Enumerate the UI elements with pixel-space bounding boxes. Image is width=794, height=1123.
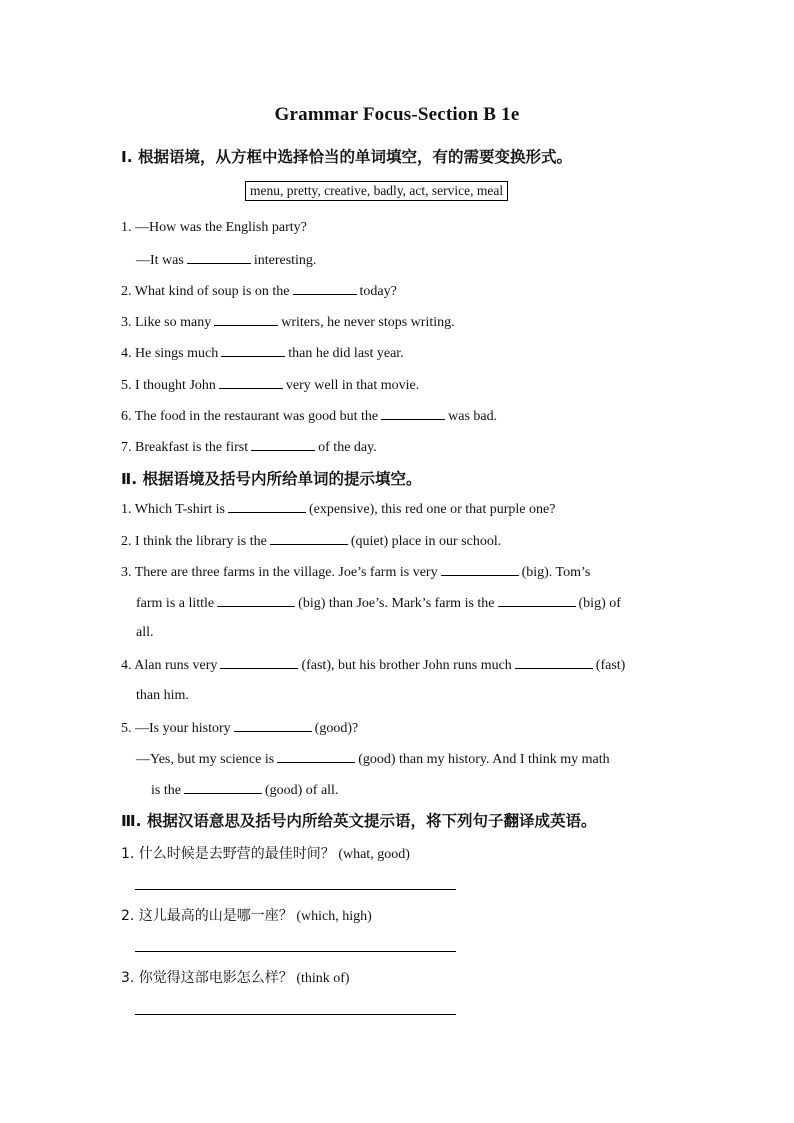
blank[interactable] [441,563,519,576]
blank[interactable] [498,594,576,607]
s2-item-1: 1. Which T-shirt is (expensive), this red one or that purple one? [121,502,556,517]
blank[interactable] [221,344,285,357]
s2-item-3-end: all. [136,625,154,640]
s3-answer-line-2[interactable] [135,951,456,952]
word-box: menu, pretty, creative, badly, act, service, meal [245,181,508,201]
section-1-heading: Ⅰ. 根据语境，从方框中选择恰当的单词填空，有的需要变换形式。 [121,148,573,166]
section-2-heading: Ⅱ. 根据语境及括号内所给单词的提示填空。 [121,470,422,488]
blank[interactable] [277,750,355,763]
s1-item-1-answer: —It was interesting. [136,253,317,268]
s3-item-1: 1. 什么时候是去野营的最佳时间？ (what, good) [121,846,410,862]
blank[interactable] [187,251,251,264]
s3-item-3: 3. 你觉得这部电影怎么样？ (think of) [121,970,350,986]
s3-answer-line-1[interactable] [135,889,456,890]
blank[interactable] [214,313,278,326]
blank[interactable] [184,781,262,794]
blank[interactable] [251,438,315,451]
blank[interactable] [219,376,283,389]
s2-item-3: 3. There are three farms in the village. Joe’s farm is very (big). Tom’s [121,565,591,580]
s2-item-5-end: is the (good) of all. [151,783,339,798]
s2-item-4-cont: than him. [136,688,189,703]
blank[interactable] [220,656,298,669]
s1-item-2: 2. What kind of soup is on the today? [121,284,397,299]
s3-item-2: 2. 这儿最高的山是哪一座？ (which, high) [121,908,372,924]
s1-item-7: 7. Breakfast is the first of the day. [121,440,377,455]
s1-item-1: 1. —How was the English party? [121,220,307,235]
page-title: Grammar Focus-Section B 1e [274,104,520,125]
blank[interactable] [270,532,348,545]
s3-answer-line-3[interactable] [135,1014,456,1015]
s2-item-2: 2. I think the library is the (quiet) place in our school. [121,534,502,549]
s2-item-4: 4. Alan runs very (fast), but his brother John runs much (fast) [121,658,626,673]
blank[interactable] [217,594,295,607]
s1-item-5: 5. I thought John very well in that movie. [121,378,420,393]
s1-item-6: 6. The food in the restaurant was good but the was bad. [121,409,498,424]
blank[interactable] [234,719,312,732]
s1-item-3: 3. Like so many writers, he never stops writing. [121,315,455,330]
blank[interactable] [381,407,445,420]
blank[interactable] [228,500,306,513]
blank[interactable] [515,656,593,669]
s1-item-4: 4. He sings much than he did last year. [121,346,404,361]
s2-item-5-reply: —Yes, but my science is (good) than my history. And I think my math [136,752,610,767]
section-3-heading: Ⅲ. 根据汉语意思及括号内所给英文提示语，将下列句子翻译成英语。 [121,812,597,830]
s2-item-5: 5. —Is your history (good)? [121,721,359,736]
s2-item-3-cont: farm is a little (big) than Joe’s. Mark’s farm is the (big) of [136,596,621,611]
blank[interactable] [293,282,357,295]
